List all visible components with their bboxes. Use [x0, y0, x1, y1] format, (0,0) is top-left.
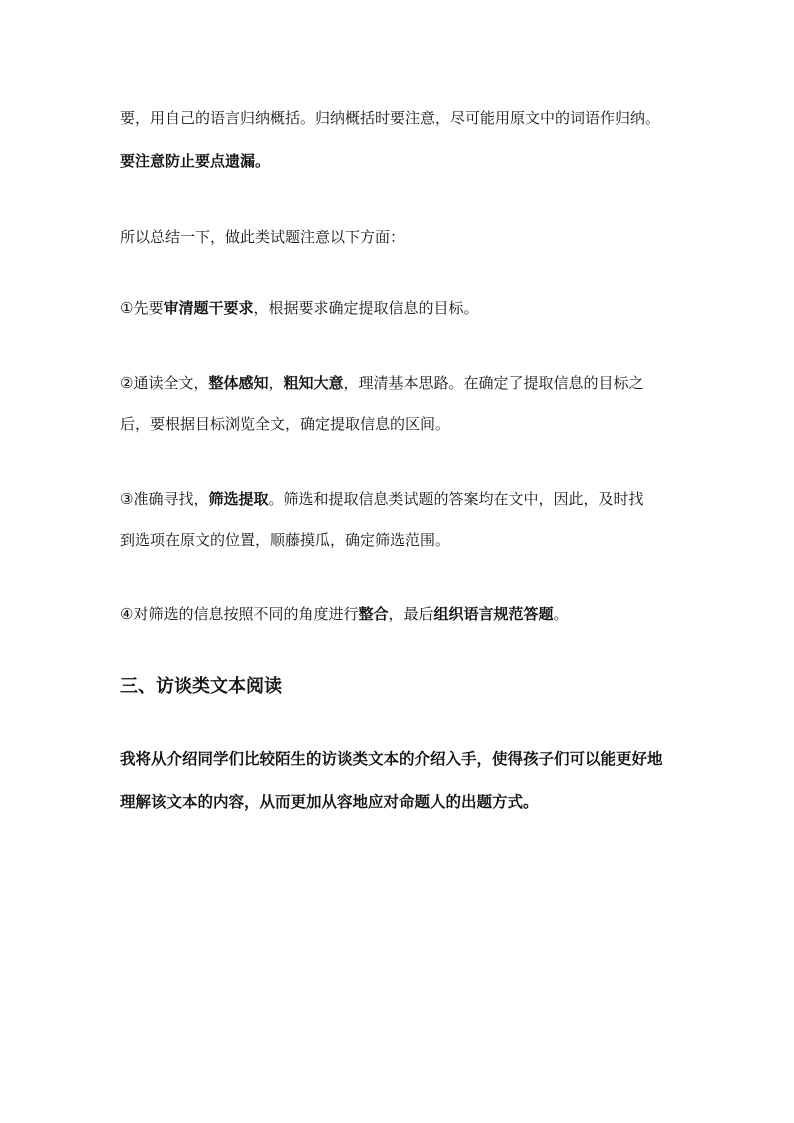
item2-bold1: 整体感知 — [208, 374, 269, 392]
paragraph2-text: 所以总结一下，做此类试题注意以下方面： — [120, 228, 406, 246]
section-heading — [120, 674, 282, 700]
item3-prefix: ③准确寻找， — [120, 490, 209, 508]
item4-mid: ，最后 — [388, 605, 434, 623]
paragraph3-line1 — [120, 748, 685, 770]
section-heading-text: 三、访谈类文本阅读 — [120, 676, 282, 697]
list-item-2-line1 — [120, 372, 685, 394]
item2-bold2: 粗知大意 — [283, 374, 344, 392]
list-item-3-line2 — [120, 529, 685, 551]
list-item-2-line2 — [120, 413, 685, 435]
paragraph1-line2 — [120, 150, 685, 172]
item1-rest: ，根据要求确定提取信息的目标。 — [253, 299, 479, 317]
item3-line2: 到选项在原文的位置，顺藤摸瓜，确定筛选范围。 — [120, 531, 451, 549]
item1-bold: 审清题干要求 — [163, 299, 254, 317]
paragraph1-text: 要，用自己的语言归纳概括。归纳概括时要注意，尽可能用原文中的词语作归纳。 — [120, 109, 661, 127]
item4-bold2: 组织语言规范答题 — [433, 605, 554, 623]
paragraph3-text-line1: 我将从介绍同学们比较陌生的访谈类文本的介绍入手，使得孩子们可以能更好地 — [120, 750, 663, 768]
paragraph3-text-line2: 理解该文本的内容，从而更加从容地应对命题人的出题方式。 — [120, 793, 539, 811]
item2-prefix: ②通读全文， — [120, 374, 209, 392]
list-item-4 — [120, 603, 685, 625]
item4-bold1: 整合 — [358, 605, 389, 623]
item2-line2: 后，要根据目标浏览全文，确定提取信息的区间。 — [120, 415, 451, 433]
item2-sep: ， — [268, 374, 284, 392]
item3-rest1: 。筛选和提取信息类试题的答案均在文中，因此，及时找 — [268, 490, 644, 508]
item2-rest1: ，理清基本思路。在确定了提取信息的目标之 — [343, 374, 644, 392]
list-item-3-line1 — [120, 488, 685, 510]
paragraph3-line2 — [120, 791, 685, 813]
paragraph2 — [120, 226, 685, 248]
item4-prefix: ④对筛选的信息按照不同的角度进行 — [120, 605, 359, 623]
list-item-1 — [120, 297, 685, 319]
paragraph1-bold-text: 要注意防止要点遗漏。 — [120, 152, 271, 170]
item4-end: 。 — [553, 605, 569, 623]
item3-bold1: 筛选提取 — [208, 490, 269, 508]
item1-prefix: ①先要 — [120, 299, 164, 317]
paragraph1-line1 — [120, 107, 685, 129]
